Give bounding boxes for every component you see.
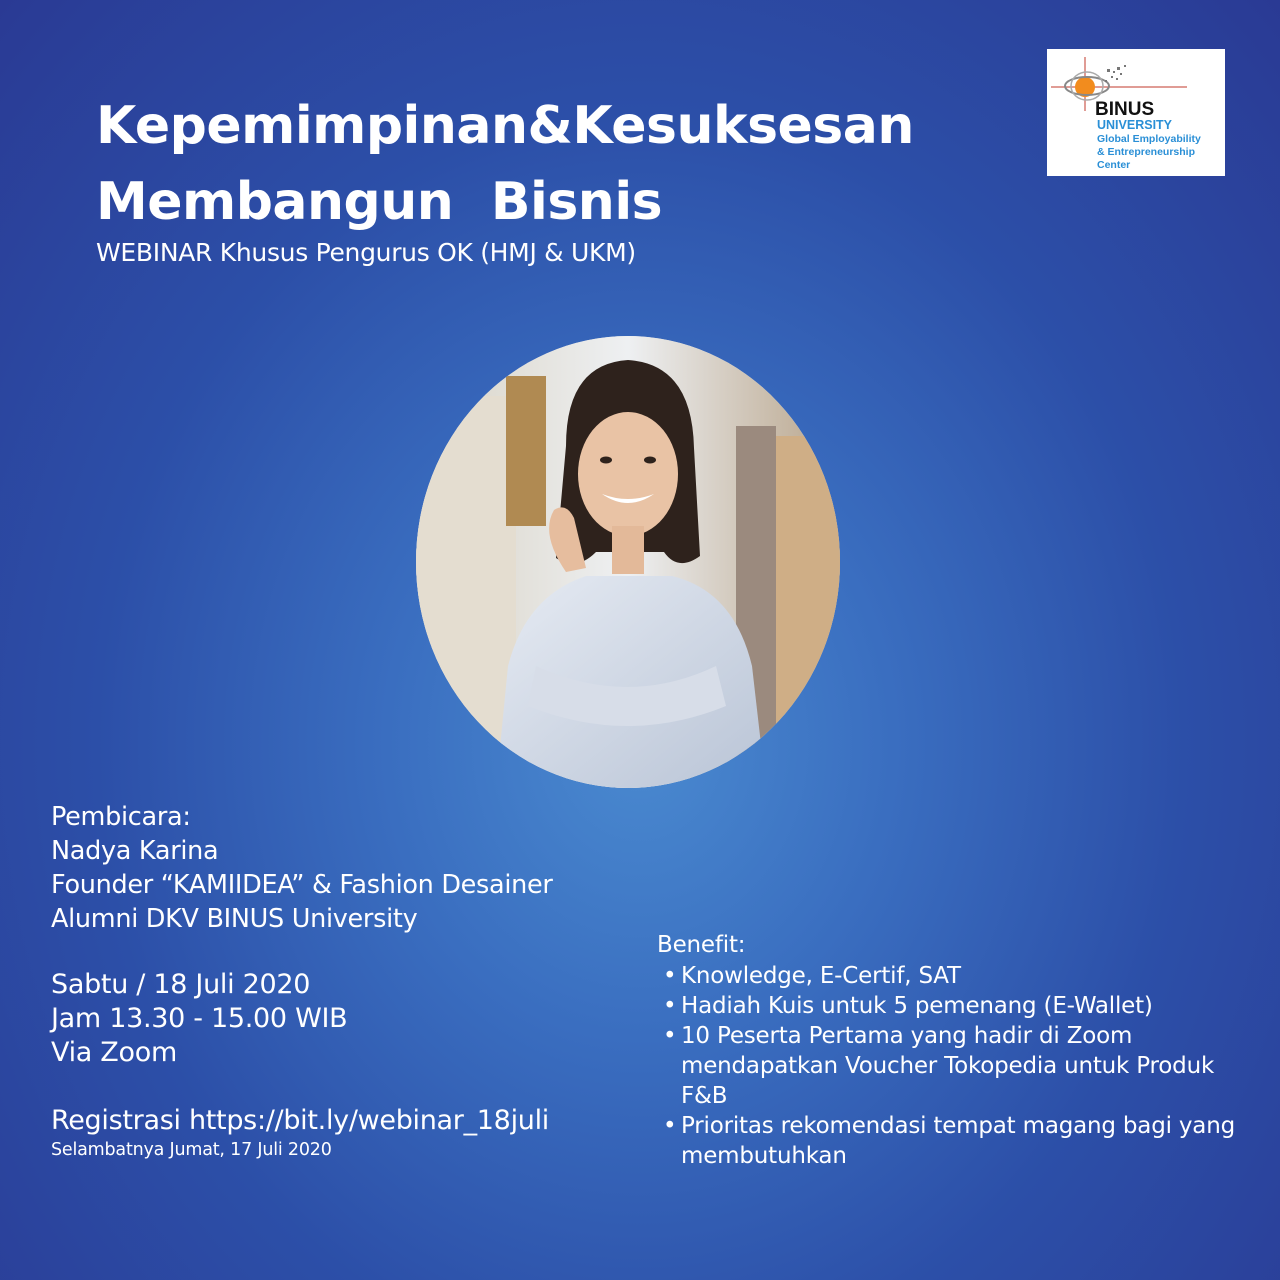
- benefits-label: Benefit:: [657, 932, 746, 958]
- benefit-line: mendapatkan Voucher Tokopedia untuk Produk: [681, 1053, 1215, 1079]
- benefit-line: Prioritas rekomendasi tempat magang bagi yang: [681, 1113, 1235, 1139]
- logo-university: UNIVERSITY: [1097, 118, 1173, 132]
- bullet-icon: •: [663, 1023, 677, 1049]
- event-details: [51, 968, 347, 1070]
- bullet-icon: •: [663, 993, 677, 1019]
- speaker-label: Pembicara:: [51, 802, 191, 832]
- benefit-item: [657, 991, 1257, 1021]
- speaker-info: [51, 800, 553, 936]
- event-time: Jam 13.30 - 15.00 WIB: [51, 1003, 348, 1034]
- speaker-alumni: Alumni DKV BINUS University: [51, 904, 418, 934]
- benefits-section: [657, 930, 1257, 1171]
- speaker-portrait-illustration: [416, 336, 840, 788]
- benefit-line: Knowledge, E-Certif, SAT: [681, 963, 961, 989]
- benefits-list: [657, 961, 1257, 1171]
- title-word: Kepemimpinan: [96, 96, 528, 156]
- event-date: Sabtu / 18 Juli 2020: [51, 969, 311, 1000]
- event-subtitle: WEBINAR Khusus Pengurus OK (HMJ & UKM): [96, 238, 636, 267]
- title-line-1: [96, 88, 914, 164]
- title-word: &: [527, 96, 573, 156]
- logo-line-3: Center: [1097, 159, 1131, 171]
- benefit-line: membutuhkan: [681, 1143, 847, 1169]
- binus-logo: [1047, 49, 1225, 176]
- bullet-icon: •: [663, 963, 677, 989]
- logo-brand: BINUS: [1095, 99, 1155, 120]
- benefit-line: 10 Peserta Pertama yang hadir di Zoom: [681, 1023, 1133, 1049]
- benefit-line: F&B: [681, 1083, 728, 1109]
- binus-emblem-icon: [1047, 49, 1225, 176]
- benefit-line: Hadiah Kuis untuk 5 pemenang (E-Wallet): [681, 993, 1153, 1019]
- benefit-item: [657, 1111, 1257, 1171]
- speaker-role: Founder “KAMIIDEA” & Fashion Desainer: [51, 870, 553, 900]
- title-line-2: Membangun Bisnis: [96, 172, 663, 232]
- event-title: [96, 88, 914, 240]
- benefit-item: [657, 961, 1257, 991]
- speaker-name: Nadya Karina: [51, 836, 219, 866]
- registration-deadline: Selambatnya Jumat, 17 Juli 2020: [51, 1140, 332, 1160]
- event-venue: Via Zoom: [51, 1037, 177, 1068]
- registration-link: Registrasi https://bit.ly/webinar_18juli: [51, 1105, 549, 1136]
- logo-line-1: Global Employability: [1097, 133, 1201, 145]
- logo-line-2: & Entrepreneurship: [1097, 146, 1196, 158]
- title-word: Kesuksesan: [572, 96, 914, 156]
- bullet-icon: •: [663, 1113, 677, 1139]
- benefit-item: [657, 1021, 1257, 1111]
- speaker-photo: [416, 336, 840, 788]
